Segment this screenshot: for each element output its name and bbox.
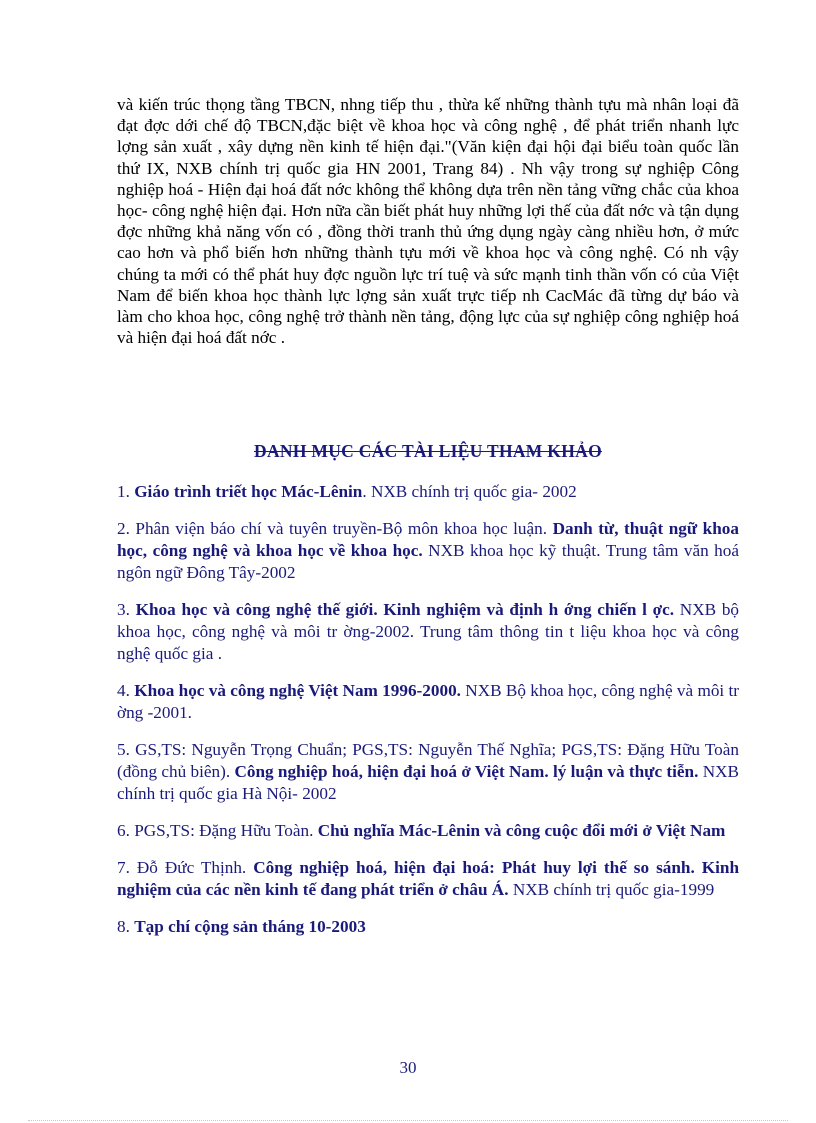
reference-text: 4. [117, 681, 135, 700]
reference-bold-title: Khoa học và công nghệ thế giới. Kinh nghiệm và định h ớng chiến l ợc. [135, 600, 675, 619]
reference-text: 8. [117, 917, 135, 936]
reference-text: 7. Đỗ Đức Thịnh. [117, 858, 254, 877]
references-list [117, 481, 739, 953]
reference-text: NXB khoa học kỹ thuật. Trung tâm văn hoá ngôn ngữ Đông Tây-2002 [117, 541, 739, 582]
reference-item [117, 518, 739, 584]
reference-text: NXB bộ khoa học, công nghệ và môi tr ờng-2002. Trung tâm thông tin t liệu khoa học và công nghệ quốc gia . [117, 600, 740, 663]
reference-item [117, 680, 739, 724]
reference-text: NXB Bộ khoa học, công nghệ và môi tr ờng -2001. [117, 681, 740, 722]
reference-text: 2. Phân viện báo chí và tuyên truyền-Bộ môn khoa học luận. [117, 519, 553, 538]
reference-item [117, 820, 739, 842]
reference-text: 3. [117, 600, 136, 619]
reference-item [117, 599, 739, 665]
body-paragraph: và kiến trúc thọng tầng TBCN, nhng tiếp thu , thừa kế những thành tựu mà nhân loại đã đạt đợc dới chế độ TBCN,đặc biệt về khoa học và công nghệ , để phát triển nhanh lực lợng sản xuất , xây dựng nền kinh tế hiện đại."(Văn kiện đại hội đại biểu toàn quốc lần thứ IX, NXB chính trị quốc gia HN 2001, Trang 84) . Nh vậy trong sự nghiệp Công nghiệp hoá - Hiện đại hoá đất nớc không thể không dựa trên nền tảng vững chắc của khoa học- công nghệ hiện đại. Hơn nữa cần biết phát huy những lợi thế của đất nớc và tận dụng đợc những khả năng vốn có , đồng thời tranh thủ ứng dụng ngày càng nhiều hơn, ở mức cao hơn và phổ biến hơn những thành tựu mới về khoa học và công nghệ. Có nh vậy chúng ta mới có thể phát huy đợc nguồn lực trí tuệ và sức mạnh tinh thần vốn có của Việt Nam để biến khoa học thành lực lợng sản xuất trực tiếp nh CacMác đã từng dự báo và làm cho khoa học, công nghệ trở thành nền tảng, động lực của sự nghiệp công nghiệp hoá và hiện đại hoá đất nớc . [117, 95, 739, 348]
page-number: 30 [399, 1058, 417, 1077]
reference-bold-title: Tạp chí cộng sản tháng 10-2003 [134, 917, 366, 936]
reference-bold-title: Danh từ, thuật ngữ khoa học, công nghệ và khoa học về khoa học. [117, 519, 739, 560]
reference-bold-title: Công nghiệp hoá, hiện đại hoá ở Việt Nam. lý luận và thực tiễn. [234, 762, 699, 781]
reference-item [117, 481, 739, 503]
reference-item [117, 739, 739, 805]
page-bottom-divider [28, 1120, 788, 1121]
reference-text: 5. GS,TS: Nguyễn Trọng Chuẩn; PGS,TS: Nguyễn Thế Nghĩa; PGS,TS: Đặng Hữu Toàn (đồng chủ biên). [117, 740, 739, 781]
reference-text: NXB chính trị quốc gia-1999 [508, 880, 715, 899]
reference-item [117, 916, 739, 938]
reference-text: . NXB chính trị quốc gia- 2002 [362, 482, 577, 501]
reference-item [117, 857, 739, 901]
reference-text: NXB chính trị quốc gia Hà Nội- 2002 [117, 762, 739, 803]
reference-bold-title: Chủ nghĩa Mác-Lênin và công cuộc đổi mới ở Việt Nam [317, 821, 726, 840]
reference-bold-title: Công nghiệp hoá, hiện đại hoá: Phát huy lợi thế so sánh. Kinh nghiệm của các nền kinh tế đang phát triển ở châu Á. [117, 858, 740, 899]
references-title: DANH MỤC CÁC TÀI LIỆU THAM KHẢO [254, 441, 602, 461]
reference-text: 1. [117, 482, 135, 501]
reference-bold-title: Giáo trình triết học Mác-Lênin [134, 482, 363, 501]
reference-text: 6. PGS,TS: Đặng Hữu Toàn. [117, 821, 318, 840]
reference-bold-title: Khoa học và công nghệ Việt Nam 1996-2000. [134, 681, 461, 700]
